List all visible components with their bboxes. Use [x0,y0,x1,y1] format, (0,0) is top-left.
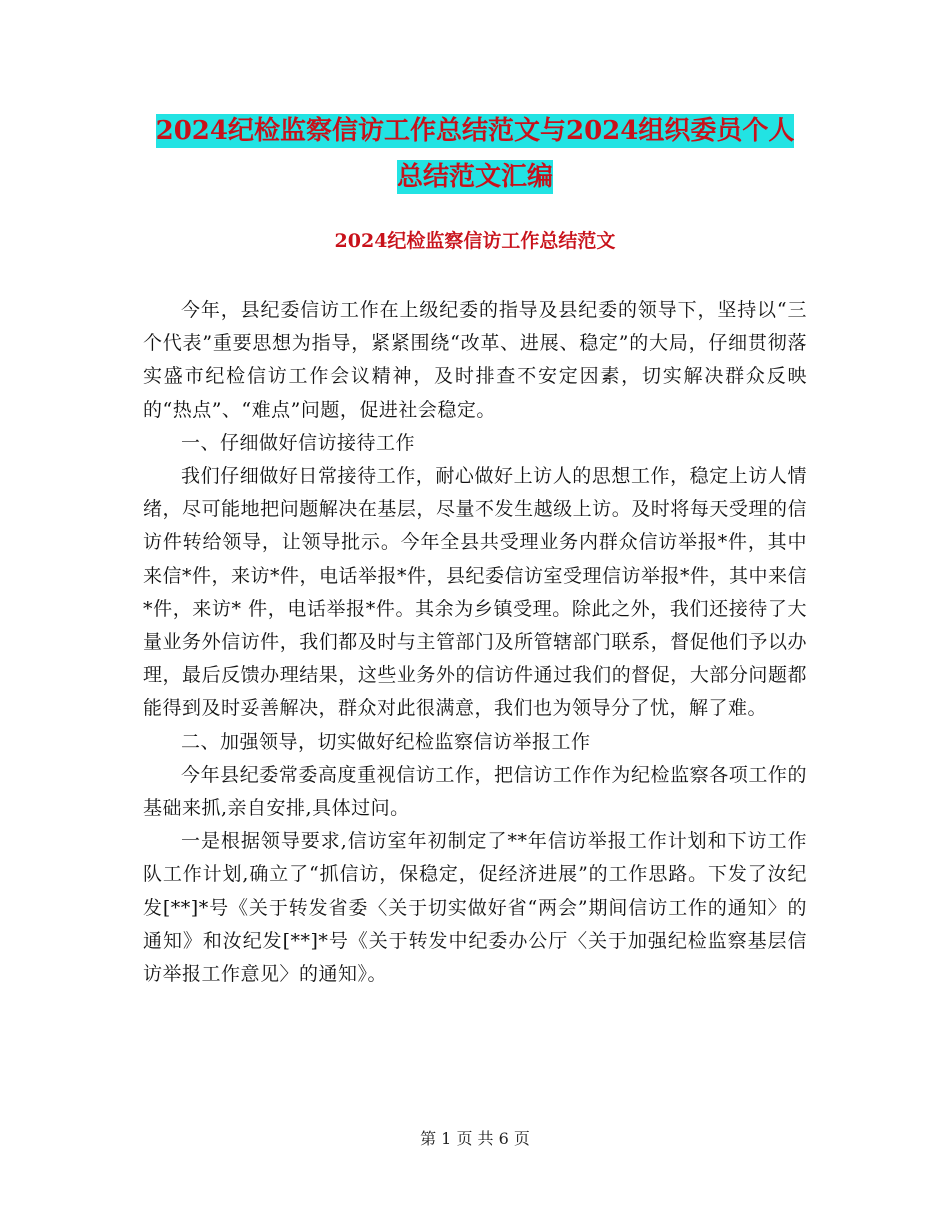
paragraph-intro: 今年，县纪委信访工作在上级纪委的指导及县纪委的领导下，坚持以“三个代表”重要思想为指导，紧紧围绕“改革、进展、稳定”的大局，仔细贯彻落实盛市纪检信访工作会议精神，及时排查不安定因素，切实解决群众反映的“热点”、“难点”问题，促进社会稳定。 [143,299,807,421]
document-title [0,108,950,200]
document-body [143,294,807,991]
document-title-line1: 2024纪检监察信访工作总结范文与2024组织委员个人 [155,116,795,146]
heading-reception-work: 一、仔细做好信访接待工作 [181,431,416,454]
section-heading: 2024纪检监察信访工作总结范文 [334,230,616,252]
document-title-line2: 总结范文汇编 [396,162,553,192]
paragraph-reception-work: 我们仔细做好日常接待工作，耐心做好上访人的思想工作，稳定上访人情绪，尽可能地把问题解决在基层，尽量不发生越级上访。及时将每天受理的信访件转给领导，让领导批示。今年全县共受理业务内群众信访举报*件，其中来信*件，来访*件，电话举报*件，县纪委信访室受理信访举报*件，其中来信*件，来访* 件，电话举报*件。其余为乡镇受理。除此之外，我们还接待了大量业务外信访件，我们都及时与主管部门及所管辖部门联系，督促他们予以办理，最后反馈办理结果，这些业务外的信访件通过我们的督促，大部分问题都能得到及时妥善解决，群众对此很满意，我们也为领导分了忧，解了难。 [143,465,808,720]
heading-strengthen-leadership: 二、加强领导，切实做好纪检监察信访举报工作 [181,730,591,753]
paragraph-committee-attention: 今年县纪委常委高度重视信访工作，把信访工作作为纪检监察各项工作的基础来抓,亲自安排,具体过问。 [143,763,807,820]
paragraph-work-plan: 一是根据领导要求,信访室年初制定了**年信访举报工作计划和下访工作队工作计划,确立了“抓信访，保稳定，促经济进展”的工作思路。下发了汝纪发[**]*号《关于转发省委〈关于切实做好省“两会”期间信访工作的通知〉的通知》和汝纪发[**]*号《关于转发中纪委办公厅〈关于加强纪检监察基层信访举报工作意见〉的通知》。 [143,830,807,986]
page-number-footer: 第 1 页 共 6 页 [420,1129,530,1148]
